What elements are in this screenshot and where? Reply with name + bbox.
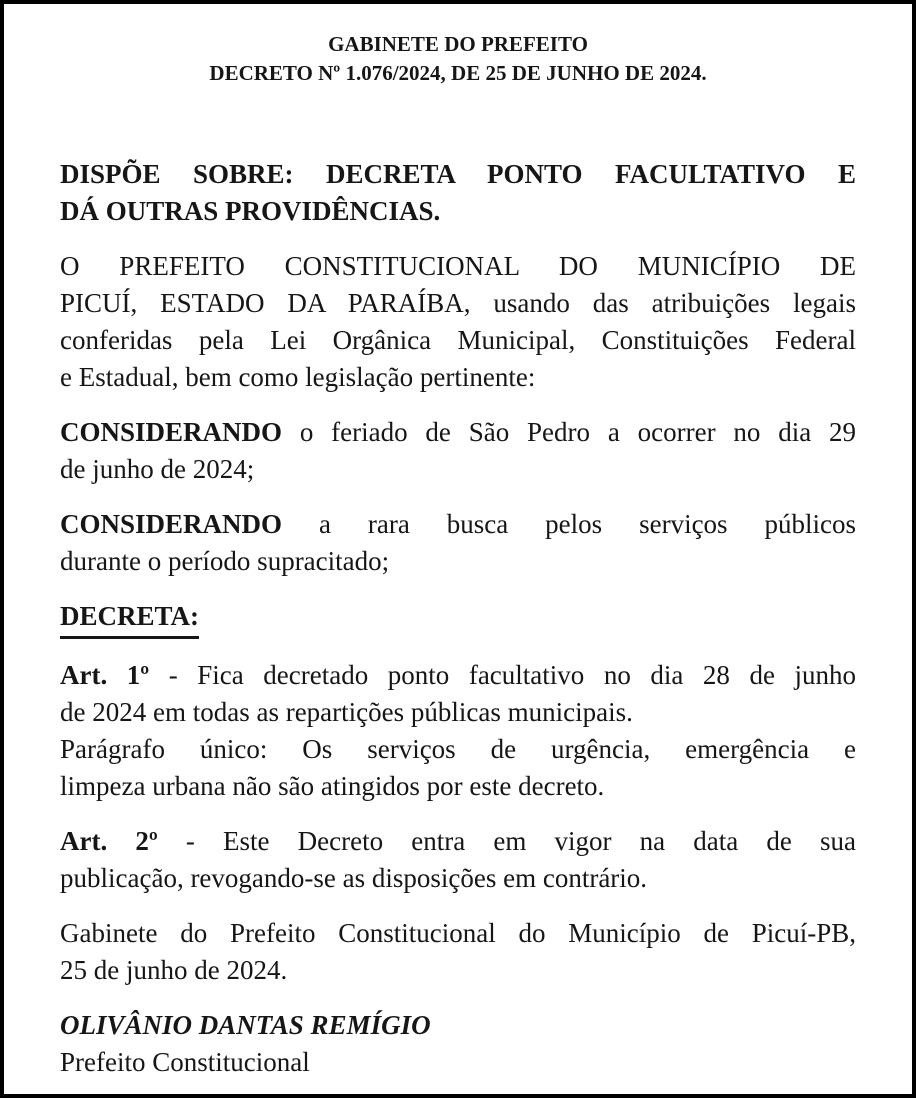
preamble-line-2: PICUÍ, ESTADO DA PARAÍBA, usando das atribuições legais bbox=[60, 288, 856, 318]
considerando-1-lead: CONSIDERANDO bbox=[60, 417, 283, 447]
article-1-number: Art. 1º bbox=[60, 660, 150, 690]
considerando-1-line-2: de junho de 2024; bbox=[60, 454, 255, 484]
article-2-line-2: publicação, revogando-se as disposições em contrário. bbox=[60, 863, 648, 893]
signature-role: Prefeito Constitucional bbox=[60, 1047, 310, 1077]
decreta-heading-text: DECRETA: bbox=[60, 598, 199, 639]
article-1-line-1 bbox=[60, 657, 856, 694]
closing-line-2: 25 de junho de 2024. bbox=[60, 955, 288, 985]
considerando-1-line-1 bbox=[60, 414, 856, 451]
closing-paragraph bbox=[60, 915, 856, 989]
document-body bbox=[60, 156, 856, 1081]
article-2-line-1 bbox=[60, 823, 856, 860]
header-office-line: GABINETE DO PREFEITO bbox=[328, 32, 588, 56]
subject-line-2: DÁ OUTRAS PROVIDÊNCIAS. bbox=[60, 196, 441, 226]
article-2-rest: - Este Decreto entra em vigor na data de sua bbox=[157, 826, 856, 856]
considerando-2-paragraph bbox=[60, 506, 856, 580]
preamble-paragraph bbox=[60, 248, 856, 396]
article-2-number: Art. 2º bbox=[60, 826, 158, 856]
article-1-sole-paragraph-line-2: limpeza urbana não são atingidos por este decreto. bbox=[60, 771, 605, 801]
considerando-2-line-2: durante o período supracitado; bbox=[60, 546, 390, 576]
article-1-rest: - Fica decretado ponto facultativo no dia 28 de junho bbox=[149, 660, 856, 690]
considerando-1-paragraph bbox=[60, 414, 856, 488]
considerando-1-rest: o feriado de São Pedro a ocorrer no dia 29 bbox=[282, 417, 856, 447]
signature-name: OLIVÂNIO DANTAS REMÍGIO bbox=[60, 1010, 431, 1040]
article-2-paragraph bbox=[60, 823, 856, 897]
article-1-line-2: de 2024 em todas as repartições públicas municipais. bbox=[60, 697, 633, 727]
decreta-heading bbox=[60, 598, 856, 639]
considerando-2-rest: a rara busca pelos serviços públicos bbox=[282, 509, 856, 539]
article-1-sole-paragraph-line-1: Parágrafo único: Os serviços de urgência, emergência e bbox=[60, 734, 856, 764]
subject-line-1: DISPÕE SOBRE: DECRETA PONTO FACULTATIVO E bbox=[60, 159, 856, 189]
preamble-line-1: O PREFEITO CONSTITUCIONAL DO MUNICÍPIO DE bbox=[60, 251, 856, 281]
considerando-2-lead: CONSIDERANDO bbox=[60, 509, 283, 539]
document-header bbox=[60, 30, 856, 88]
closing-line-1: Gabinete do Prefeito Constitucional do Município de Picuí-PB, bbox=[60, 918, 856, 948]
preamble-line-4: e Estadual, bem como legislação pertinente: bbox=[60, 362, 536, 392]
subject-paragraph bbox=[60, 156, 856, 230]
considerando-2-line-1 bbox=[60, 506, 856, 543]
preamble-line-3: conferidas pela Lei Orgânica Municipal, Constituições Federal bbox=[60, 325, 856, 355]
header-decree-number-line: DECRETO Nº 1.076/2024, DE 25 DE JUNHO DE 2024. bbox=[209, 61, 707, 85]
article-1-paragraph bbox=[60, 657, 856, 805]
